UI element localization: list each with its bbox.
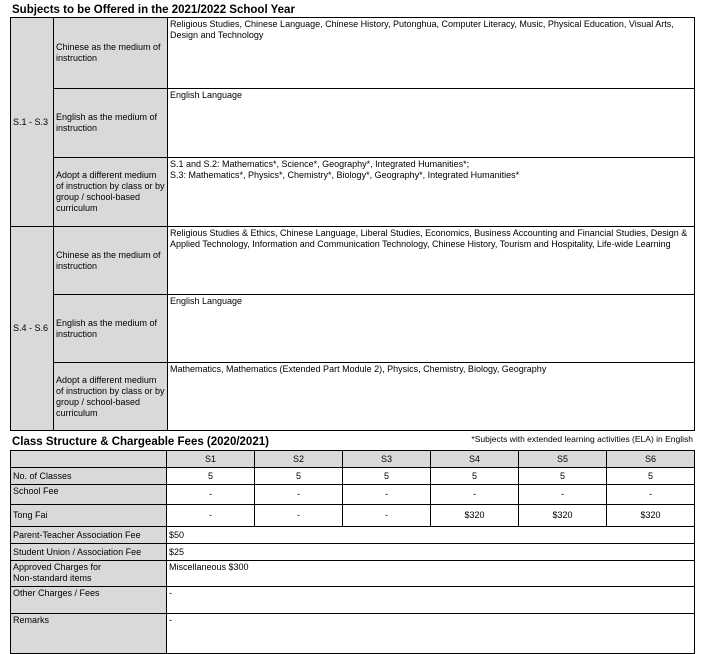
medium-cell: English as the medium of instruction xyxy=(54,295,168,363)
subjects-cell: Religious Studies & Ethics, Chinese Language, Liberal Studies, Economics, Business Accounting and Financial Studies, Design & Applied Technology, Information and Communication Technology, Chinese History, Tourism and Hospitality, Life-wide Learning xyxy=(168,227,695,295)
column-header: S6 xyxy=(607,451,695,468)
table-row xyxy=(11,527,695,544)
subjects-cell: S.1 and S.2: Mathematics*, Science*, Geography*, Integrated Humanities*; S.3: Mathematics*, Physics*, Chemistry*, Biology*, Geography*, Integrated Humanities* xyxy=(168,158,695,227)
level-cell: S.1 - S.3 xyxy=(11,18,54,227)
medium-cell: Adopt a different medium of instruction by class or by group / school-based curriculum xyxy=(54,363,168,431)
table-row xyxy=(11,485,695,505)
fee-value: - xyxy=(167,587,695,614)
table-row xyxy=(11,505,695,527)
fee-cell: 5 xyxy=(431,468,519,485)
fee-cell: - xyxy=(431,485,519,505)
fee-cell: $320 xyxy=(607,505,695,527)
fee-value: $25 xyxy=(167,544,695,561)
fee-cell: - xyxy=(167,505,255,527)
row-label: Approved Charges for Non-standard items xyxy=(11,561,167,587)
fees-section-title: Class Structure & Chargeable Fees (2020/2021) xyxy=(12,436,269,448)
subjects-cell: English Language xyxy=(168,295,695,363)
subjects-section-title: Subjects to be Offered in the 2021/2022 School Year xyxy=(12,4,295,16)
table-row xyxy=(11,89,695,158)
table-row xyxy=(11,295,695,363)
fee-cell: $320 xyxy=(519,505,607,527)
fee-value: $50 xyxy=(167,527,695,544)
medium-cell: Chinese as the medium of instruction xyxy=(54,18,168,89)
level-cell: S.4 - S.6 xyxy=(11,227,54,431)
subjects-table xyxy=(10,17,695,431)
fees-header-row xyxy=(11,451,695,468)
column-header: S5 xyxy=(519,451,607,468)
fee-cell: 5 xyxy=(607,468,695,485)
fee-cell: $320 xyxy=(431,505,519,527)
table-row xyxy=(11,227,695,295)
row-label: Student Union / Association Fee xyxy=(11,544,167,561)
row-label: Parent-Teacher Association Fee xyxy=(11,527,167,544)
table-row xyxy=(11,18,695,89)
subjects-cell: Religious Studies, Chinese Language, Chinese History, Putonghua, Computer Literacy, Music, Physical Education, Visual Arts, Design and Technology xyxy=(168,18,695,89)
table-row xyxy=(11,587,695,614)
fee-cell: - xyxy=(519,485,607,505)
table-row xyxy=(11,158,695,227)
medium-cell: Chinese as the medium of instruction xyxy=(54,227,168,295)
fee-value: Miscellaneous $300 xyxy=(167,561,695,587)
fee-cell: 5 xyxy=(167,468,255,485)
row-label: Tong Fai xyxy=(11,505,167,527)
medium-cell: English as the medium of instruction xyxy=(54,89,168,158)
row-label: Remarks xyxy=(11,614,167,654)
column-header: S4 xyxy=(431,451,519,468)
column-header: S2 xyxy=(255,451,343,468)
subjects-cell: English Language xyxy=(168,89,695,158)
fee-cell: 5 xyxy=(255,468,343,485)
row-label: School Fee xyxy=(11,485,167,505)
fee-cell: - xyxy=(607,485,695,505)
table-row xyxy=(11,363,695,431)
medium-cell: Adopt a different medium of instruction by class or by group / school-based curriculum xyxy=(54,158,168,227)
fee-cell: - xyxy=(167,485,255,505)
fee-cell: - xyxy=(255,505,343,527)
fee-cell: - xyxy=(343,505,431,527)
row-label: Other Charges / Fees xyxy=(11,587,167,614)
fee-cell: 5 xyxy=(519,468,607,485)
table-row xyxy=(11,544,695,561)
subjects-cell: Mathematics, Mathematics (Extended Part Module 2), Physics, Chemistry, Biology, Geography xyxy=(168,363,695,431)
row-label: No. of Classes xyxy=(11,468,167,485)
fee-cell: - xyxy=(343,485,431,505)
header-corner xyxy=(11,451,167,468)
fee-cell: - xyxy=(255,485,343,505)
table-row xyxy=(11,468,695,485)
ela-footnote: *Subjects with extended learning activities (ELA) in English xyxy=(471,434,693,444)
table-row xyxy=(11,614,695,654)
column-header: S1 xyxy=(167,451,255,468)
fee-value: - xyxy=(167,614,695,654)
table-row xyxy=(11,561,695,587)
fee-cell: 5 xyxy=(343,468,431,485)
fees-table xyxy=(10,450,695,654)
column-header: S3 xyxy=(343,451,431,468)
